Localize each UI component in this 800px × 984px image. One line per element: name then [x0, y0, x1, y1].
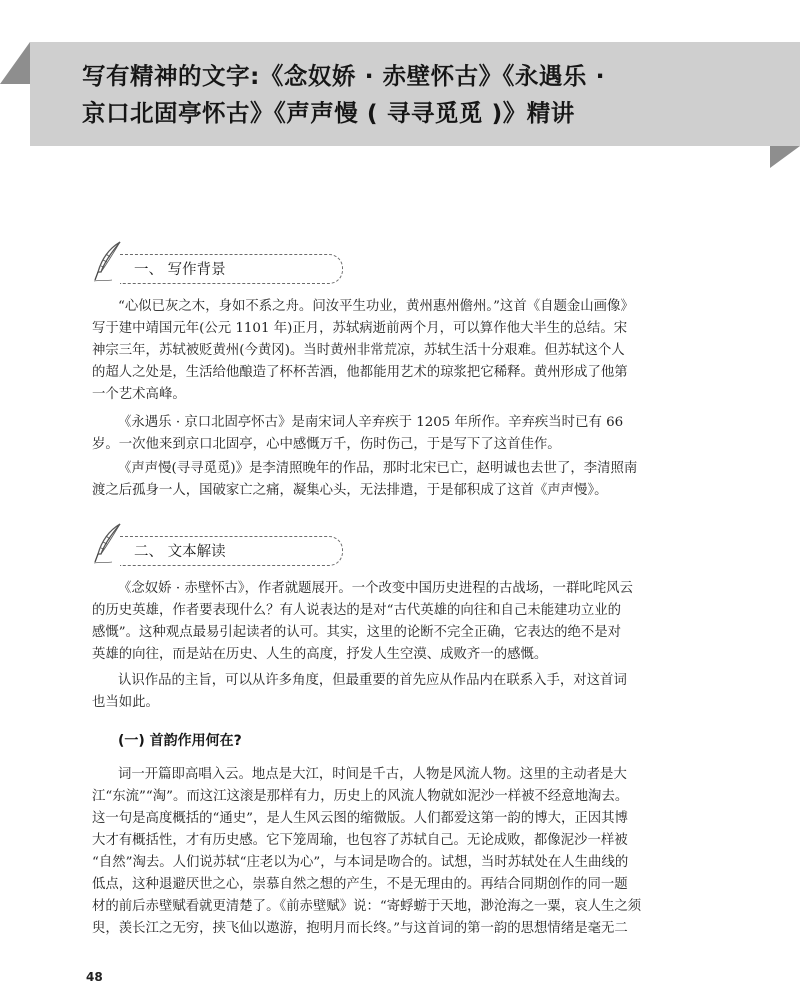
- banner-fold-left: [0, 42, 30, 84]
- subsection-heading: (一) 首韵作用何在?: [118, 733, 242, 749]
- page-title: [82, 58, 772, 132]
- page-number: 48: [86, 970, 103, 984]
- banner-fold-right: [770, 146, 800, 168]
- background-paragraph-1: “心似已灰之木，身如不系之舟。问汝平生功业，黄州惠州儋州。”这首《自题金山画像》 写于建中靖国元年(公元 1101 年)正月，苏轼病逝前两个月，可以算作他大半生的总结。宋 神宗三年，苏轼被贬黄州(今黄冈)。当时黄州非常荒凉，苏轼生活十分艰难。但苏轼这个人 的超人之处是，生活给他酿造了杯杯苦酒，他都能用艺术的琼浆把它稀释。黄州形成了他第 一个艺术高峰。: [92, 299, 634, 402]
- background-paragraph-3: 《声声慢(寻寻觅觅)》是李清照晚年的作品，那时北宋已亡，赵明诚也去世了，李清照南 渡之后孤身一人，国破家亡之痛，凝集心头，无法排遣，于是郁积成了这首《声声慢》。: [92, 461, 638, 498]
- title-line-2: 京口北固亭怀古》《声声慢 ( 寻寻觅觅 )》精讲: [82, 99, 575, 127]
- interpretation-paragraph-1: 《念奴娇 · 赤壁怀古》，作者就题展开。一个改变中国历史进程的古战场，一群叱咤风云 的历史英雄，作者要表现什么？有人说表达的是对“古代英雄的向往和自己未能建功立业的 感慨”。这种观点最易引起读者的认可。其实，这里的论断不完全正确，它表达的绝不是对 英雄的向往，而是站在历史、人生的高度，抒发人生空漠、成败齐一的感慨。: [92, 581, 633, 662]
- section-header-label: 一、 写作背景: [134, 262, 226, 278]
- title-line-1: 写有精神的文字:《念奴娇 · 赤壁怀古》《永遇乐 ·: [82, 62, 606, 90]
- background-paragraph-2: 《永遇乐 · 京口北固亭怀古》是南宋词人辛弃疾于 1205 年所作。辛弃疾当时已有 66 岁。一次他来到京口北固亭，心中感慨万千，伤时伤己，于是写下了这首佳作。: [92, 415, 624, 452]
- interpretation-paragraph-2: 认识作品的主旨，可以从许多角度，但最重要的首先应从作品内在联系入手，对这首词 也当如此。: [92, 673, 627, 710]
- first-rhyme-paragraph: 词一开篇即高唱入云。地点是大江，时间是千古，人物是风流人物。这里的主动者是大 江“东流”“淘”。而这江这滚是那样有力，历史上的风流人物就如泥沙一样被不经意地淘去。 这一句是高度概括的“通史”，是人生风云图的缩微版。人们都爱这第一韵的博大，正因其博 大才有概括性，才有历史感。它下笼周瑜，也包容了苏轼自己。无论成败，都像泥沙一样被 “自然”淘去。人们说苏轼“庄老以为心”，与本词是吻合的。试想，当时苏轼处在人生曲线的 低点，这种退避厌世之心，崇慕自然之想的产生，不是无理由的。再结合同期创作的同一题 材的前后赤壁赋看就更清楚了。《前赤壁赋》说：“寄蜉蝣于天地，渺沧海之一粟，哀人生之须 臾，羡长江之无穷，挟飞仙以遨游，抱明月而长终。”与这首词的第一韵的思想情绪是毫无二: [92, 767, 642, 936]
- section-header-label: 二、 文本解读: [134, 544, 226, 560]
